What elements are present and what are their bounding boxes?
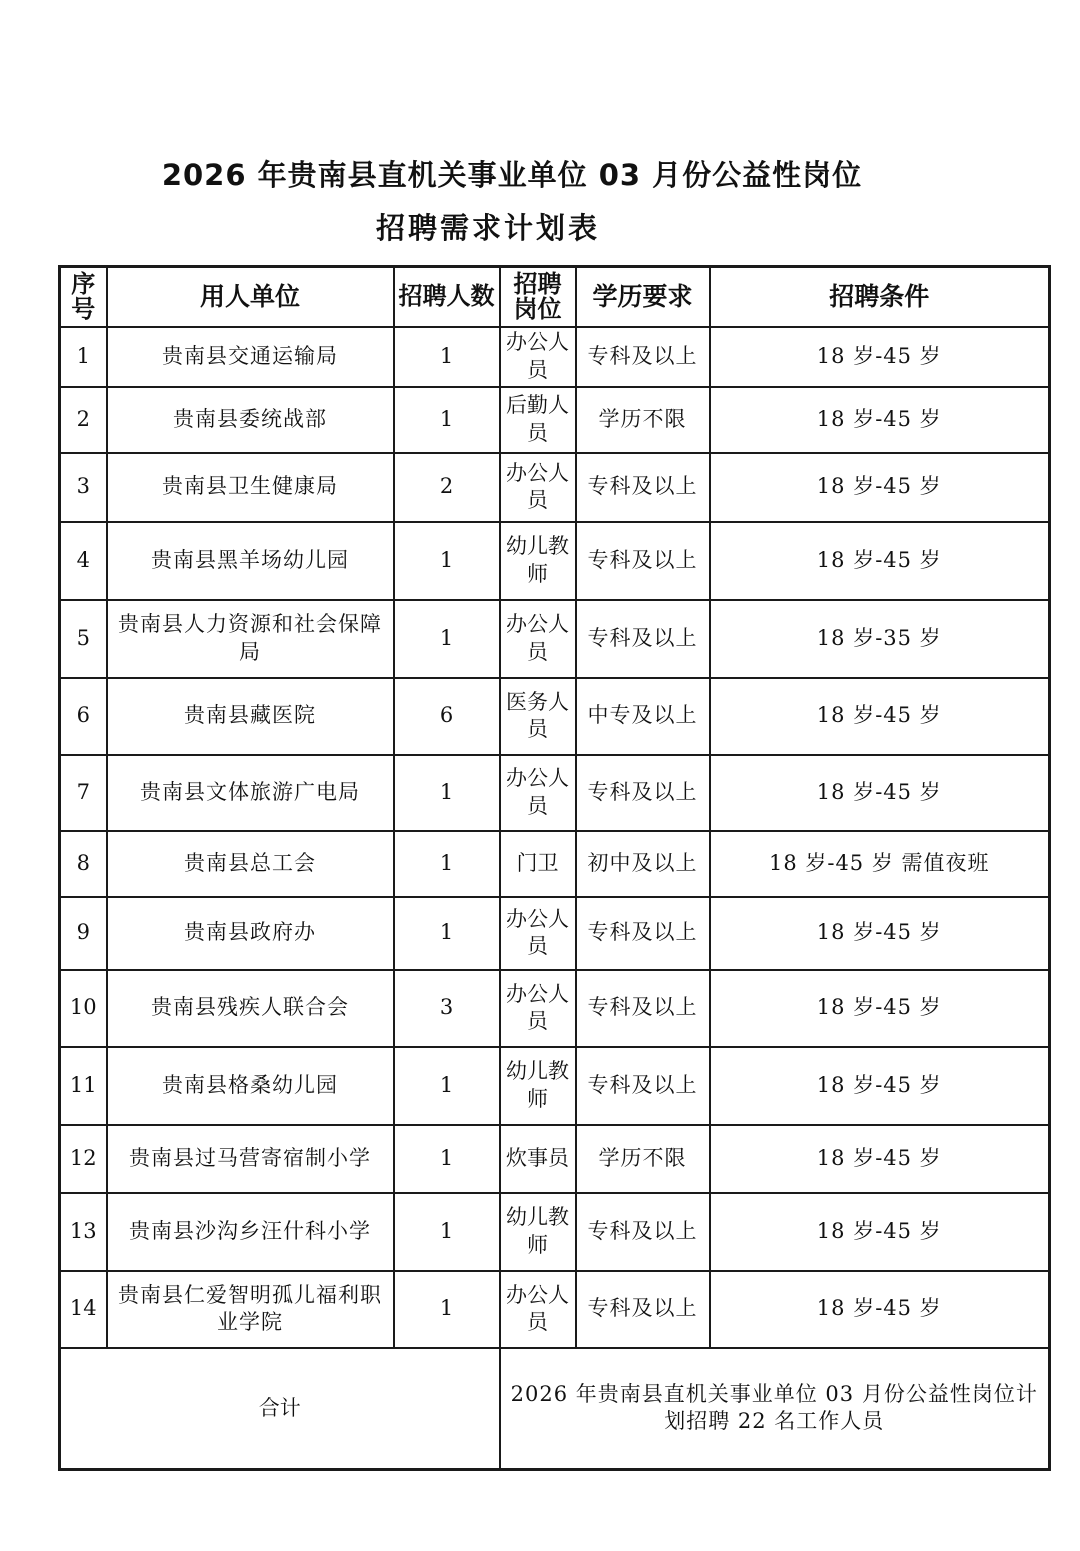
header-position: 招聘岗位 xyxy=(500,267,576,327)
cell-unit: 贵南县人力资源和社会保障局 xyxy=(107,600,394,678)
cell-index: 7 xyxy=(60,755,107,831)
cell-position: 门卫 xyxy=(500,831,576,897)
cell-education: 专科及以上 xyxy=(576,600,710,678)
cell-index: 3 xyxy=(60,453,107,522)
cell-education: 中专及以上 xyxy=(576,678,710,755)
cell-index: 11 xyxy=(60,1047,107,1125)
cell-index: 13 xyxy=(60,1193,107,1271)
table-row xyxy=(60,1125,1050,1193)
cell-conditions: 18 岁-45 岁 xyxy=(710,453,1050,522)
cell-unit: 贵南县过马营寄宿制小学 xyxy=(107,1125,394,1193)
cell-count: 1 xyxy=(394,831,500,897)
cell-position: 办公人员 xyxy=(500,897,576,970)
cell-index: 5 xyxy=(60,600,107,678)
cell-education: 学历不限 xyxy=(576,1125,710,1193)
cell-unit: 贵南县残疾人联合会 xyxy=(107,970,394,1047)
cell-education: 专科及以上 xyxy=(576,897,710,970)
cell-count: 1 xyxy=(394,897,500,970)
cell-unit: 贵南县格桑幼儿园 xyxy=(107,1047,394,1125)
cell-unit: 贵南县仁爱智明孤儿福利职业学院 xyxy=(107,1271,394,1348)
cell-education: 专科及以上 xyxy=(576,1271,710,1348)
table-row xyxy=(60,1271,1050,1348)
cell-count: 1 xyxy=(394,755,500,831)
cell-index: 6 xyxy=(60,678,107,755)
cell-conditions: 18 岁-45 岁 xyxy=(710,678,1050,755)
document-title-line1: 2026 年贵南县直机关事业单位 03 月份公益性岗位 xyxy=(161,158,863,192)
cell-education: 专科及以上 xyxy=(576,1193,710,1271)
header-unit: 用人单位 xyxy=(107,267,394,327)
cell-conditions: 18 岁-45 岁 xyxy=(710,755,1050,831)
table-row xyxy=(60,678,1050,755)
table-row xyxy=(60,897,1050,970)
header-education: 学历要求 xyxy=(576,267,710,327)
cell-position: 办公人员 xyxy=(500,600,576,678)
cell-count: 1 xyxy=(394,1271,500,1348)
header-row xyxy=(60,267,1050,327)
cell-count: 1 xyxy=(394,327,500,387)
cell-education: 专科及以上 xyxy=(576,970,710,1047)
total-label: 合计 xyxy=(60,1348,500,1470)
cell-index: 2 xyxy=(60,387,107,453)
header-count: 招聘人数 xyxy=(394,267,500,327)
cell-unit: 贵南县委统战部 xyxy=(107,387,394,453)
cell-position: 办公人员 xyxy=(500,1271,576,1348)
cell-conditions: 18 岁-35 岁 xyxy=(710,600,1050,678)
table-row xyxy=(60,1047,1050,1125)
cell-unit: 贵南县政府办 xyxy=(107,897,394,970)
cell-position: 医务人员 xyxy=(500,678,576,755)
header-conditions: 招聘条件 xyxy=(710,267,1050,327)
total-description: 2026 年贵南县直机关事业单位 03 月份公益性岗位计划招聘 22 名工作人员 xyxy=(500,1348,1050,1470)
table-row xyxy=(60,522,1050,600)
cell-education: 学历不限 xyxy=(576,387,710,453)
cell-unit: 贵南县藏医院 xyxy=(107,678,394,755)
cell-education: 专科及以上 xyxy=(576,327,710,387)
cell-count: 1 xyxy=(394,522,500,600)
table-row xyxy=(60,600,1050,678)
cell-unit: 贵南县沙沟乡汪什科小学 xyxy=(107,1193,394,1271)
header-index: 序号 xyxy=(60,267,107,327)
table-row xyxy=(60,831,1050,897)
cell-index: 1 xyxy=(60,327,107,387)
cell-count: 2 xyxy=(394,453,500,522)
cell-conditions: 18 岁-45 岁 xyxy=(710,387,1050,453)
cell-position: 办公人员 xyxy=(500,327,576,387)
cell-count: 6 xyxy=(394,678,500,755)
cell-position: 幼儿教师 xyxy=(500,1193,576,1271)
table-row xyxy=(60,755,1050,831)
cell-conditions: 18 岁-45 岁 xyxy=(710,897,1050,970)
cell-conditions: 18 岁-45 岁 xyxy=(710,327,1050,387)
cell-conditions: 18 岁-45 岁 xyxy=(710,1125,1050,1193)
cell-education: 专科及以上 xyxy=(576,755,710,831)
cell-education: 初中及以上 xyxy=(576,831,710,897)
cell-education: 专科及以上 xyxy=(576,453,710,522)
document-title-line2: 招聘需求计划表 xyxy=(375,211,600,245)
cell-education: 专科及以上 xyxy=(576,522,710,600)
cell-position: 炊事员 xyxy=(500,1125,576,1193)
total-row xyxy=(60,1348,1050,1470)
table-row xyxy=(60,387,1050,453)
table-row xyxy=(60,453,1050,522)
cell-count: 1 xyxy=(394,387,500,453)
cell-position: 办公人员 xyxy=(500,755,576,831)
cell-index: 14 xyxy=(60,1271,107,1348)
cell-conditions: 18 岁-45 岁 xyxy=(710,1047,1050,1125)
cell-position: 幼儿教师 xyxy=(500,522,576,600)
cell-position: 办公人员 xyxy=(500,453,576,522)
cell-conditions: 18 岁-45 岁 xyxy=(710,1271,1050,1348)
cell-position: 后勤人员 xyxy=(500,387,576,453)
cell-conditions: 18 岁-45 岁 需值夜班 xyxy=(710,831,1050,897)
cell-count: 1 xyxy=(394,1047,500,1125)
cell-index: 10 xyxy=(60,970,107,1047)
cell-conditions: 18 岁-45 岁 xyxy=(710,970,1050,1047)
cell-unit: 贵南县总工会 xyxy=(107,831,394,897)
cell-index: 9 xyxy=(60,897,107,970)
recruitment-plan-table xyxy=(58,265,1051,1471)
table-row xyxy=(60,970,1050,1047)
cell-index: 4 xyxy=(60,522,107,600)
cell-unit: 贵南县卫生健康局 xyxy=(107,453,394,522)
cell-unit: 贵南县交通运输局 xyxy=(107,327,394,387)
cell-unit: 贵南县黑羊场幼儿园 xyxy=(107,522,394,600)
cell-position: 办公人员 xyxy=(500,970,576,1047)
cell-education: 专科及以上 xyxy=(576,1047,710,1125)
cell-conditions: 18 岁-45 岁 xyxy=(710,1193,1050,1271)
cell-count: 1 xyxy=(394,1193,500,1271)
table-row xyxy=(60,327,1050,387)
cell-index: 8 xyxy=(60,831,107,897)
cell-count: 1 xyxy=(394,600,500,678)
cell-conditions: 18 岁-45 岁 xyxy=(710,522,1050,600)
cell-index: 12 xyxy=(60,1125,107,1193)
cell-position: 幼儿教师 xyxy=(500,1047,576,1125)
cell-unit: 贵南县文体旅游广电局 xyxy=(107,755,394,831)
table-row xyxy=(60,1193,1050,1271)
cell-count: 1 xyxy=(394,1125,500,1193)
cell-count: 3 xyxy=(394,970,500,1047)
